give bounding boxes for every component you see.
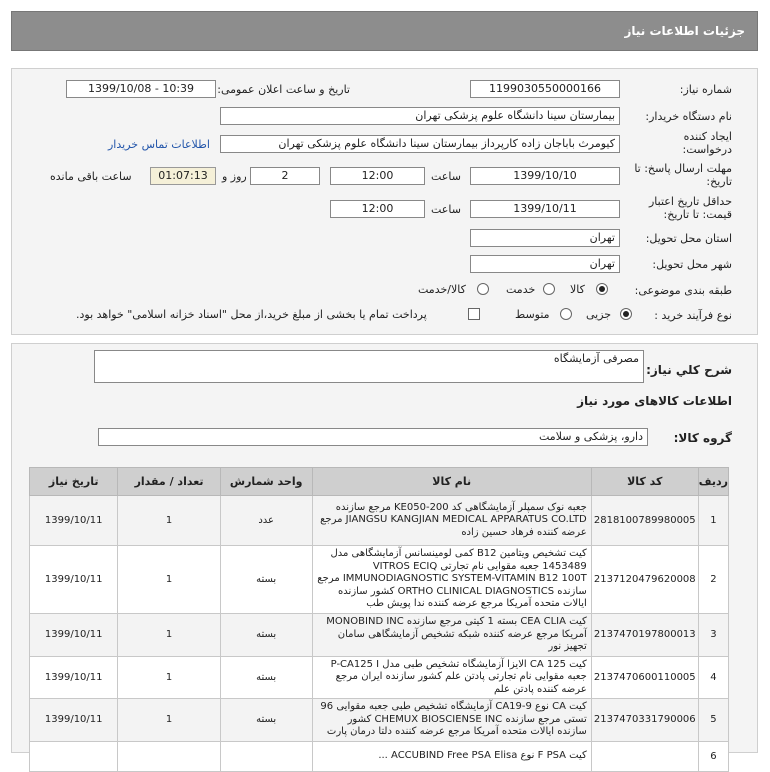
deadline-label: مهلت ارسال پاسخ: تا تاریخ: — [634, 162, 732, 188]
goods-group-field: دارو، پزشکی و سلامت — [98, 428, 648, 446]
cell-qty — [118, 741, 220, 771]
cell-code: 2137470600110005 — [591, 656, 698, 699]
remaining-time-field: 01:07:13 — [150, 167, 216, 185]
deadline-date-field: 1399/10/10 — [470, 167, 620, 185]
cell-code — [591, 741, 698, 771]
category-option-service: خدمت — [506, 283, 536, 296]
process-option-minor: جزیی — [586, 308, 612, 321]
cell-date: 1399/10/11 — [30, 656, 118, 699]
table-header-row — [30, 468, 729, 496]
need-number-label: شماره نیاز: — [679, 83, 732, 96]
cell-qty: 1 — [118, 656, 220, 699]
cell-unit: بسته — [220, 546, 312, 614]
category-radio-both[interactable] — [477, 283, 489, 295]
col-qty: تعداد / مقدار — [118, 468, 220, 496]
payment-note: پرداخت تمام یا بخشی از مبلغ خرید،از محل "اسناد خزانه اسلامی" خواهد بود. — [76, 308, 427, 321]
cell-name: کیت F PSA نوع ACCUBIND Free PSA Elisa ... — [312, 741, 591, 771]
col-date: تاریخ نیاز — [30, 468, 118, 496]
col-unit: واحد شمارش — [220, 468, 312, 496]
province-field: تهران — [470, 229, 620, 247]
announce-label: تاریخ و ساعت اعلان عمومی: — [217, 83, 350, 96]
treasury-checkbox[interactable] — [468, 308, 480, 320]
cell-date: 1399/10/11 — [30, 614, 118, 657]
cell-name: جعبه نوک سمپلر آزمایشگاهی کد KE050-200 مرجع سازنده JIANGSU KANGJIAN MEDICAL APPARATUS CO.LTD مرجع عرضه کننده فرهاد حسین زاده — [312, 496, 591, 546]
city-field: تهران — [470, 255, 620, 273]
cell-unit — [220, 741, 312, 771]
cell-index: 4 — [698, 656, 728, 699]
deadline-time-field: 12:00 — [330, 167, 425, 185]
cell-name: کیت CA نوع CA19-9 آزمایشگاه تشخیص طبی جعبه مقوایی 96 تستی مرجع سازنده CHEMUX BIOSCIENSE INC کشور سازنده ایالات متحده آمریکا مرجع عرضه کننده دلتا درمان پارت — [312, 699, 591, 742]
cell-qty: 1 — [118, 699, 220, 742]
creator-field: کیومرث باباجان زاده کارپرداز بیمارستان سینا دانشگاه علوم پزشکی تهران — [220, 135, 620, 153]
validity-label: حداقل تاریخ اعتبار قیمت: تا تاریخ: — [648, 195, 732, 221]
cell-qty: 1 — [118, 614, 220, 657]
cell-name: کیت CA 125 الایزا آزمایشگاه تشخیص طبی مدل P-CA125 I جعبه مقوایی نام تجارتی پادتن علم کشور سازنده ایران مرجع عرضه کننده پادتن علم — [312, 656, 591, 699]
category-radio-service[interactable] — [543, 283, 555, 295]
cell-unit: عدد — [220, 496, 312, 546]
deadline-time-label: ساعت — [431, 170, 461, 183]
buyer-field: بیمارستان سینا دانشگاه علوم پزشکی تهران — [220, 107, 620, 125]
validity-time-label: ساعت — [431, 203, 461, 216]
cell-index: 3 — [698, 614, 728, 657]
creator-label: ایجاد کننده درخواست: — [682, 130, 732, 156]
cell-unit: بسته — [220, 614, 312, 657]
col-index: ردیف — [698, 468, 728, 496]
table-row[interactable] — [30, 546, 729, 614]
buyer-label: نام دستگاه خریدار: — [645, 110, 732, 123]
cell-name: کیت تشخیص ویتامین B12 کمی لومینسانس آزمایشگاهی مدل 1453489 جعبه مقوایی نام تجارتی VITROS ECIQ IMMUNODIAGNOSTIC SYSTEM-VITAMIN B12 100T مرجع سازنده ORTHO CLINICAL DIAGNOSTICS کشور سازنده ایالات متحده آمریکا مرجع عرضه کننده ندا پویش طب — [312, 546, 591, 614]
category-radio-goods[interactable] — [596, 283, 608, 295]
days-field: 2 — [250, 167, 320, 185]
cell-index: 1 — [698, 496, 728, 546]
table-row[interactable] — [30, 741, 729, 771]
cell-index: 2 — [698, 546, 728, 614]
cell-index: 5 — [698, 699, 728, 742]
category-label: طبقه بندی موضوعی: — [634, 284, 732, 297]
contact-buyer-link[interactable]: اطلاعات تماس خریدار — [108, 138, 210, 151]
process-radio-minor[interactable] — [620, 308, 632, 320]
table-row[interactable] — [30, 614, 729, 657]
remaining-label: ساعت باقی مانده — [50, 170, 132, 183]
cell-date: 1399/10/11 — [30, 496, 118, 546]
cell-qty: 1 — [118, 496, 220, 546]
cell-date — [30, 741, 118, 771]
page-title-bar — [11, 11, 758, 51]
cell-index: 6 — [698, 741, 728, 771]
category-option-both: کالا/خدمت — [418, 283, 466, 296]
process-option-medium: متوسط — [515, 308, 550, 321]
description-label: شرح کلي نياز: — [646, 363, 732, 377]
cell-code: 2137470331790006 — [591, 699, 698, 742]
table-row[interactable] — [30, 699, 729, 742]
cell-code: 2818100789980005 — [591, 496, 698, 546]
col-code: کد کالا — [591, 468, 698, 496]
cell-date: 1399/10/11 — [30, 546, 118, 614]
goods-table — [29, 467, 729, 772]
validity-time-field: 12:00 — [330, 200, 425, 218]
city-label: شهر محل تحویل: — [652, 258, 732, 271]
cell-code: 2137470197800013 — [591, 614, 698, 657]
page-title: جزئیات اطلاعات نیاز — [624, 24, 745, 38]
process-radio-medium[interactable] — [560, 308, 572, 320]
announce-field: 1399/10/08 - 10:39 — [66, 80, 216, 98]
goods-info-title: اطلاعات کالاهای مورد نیاز — [577, 394, 732, 408]
cell-date: 1399/10/11 — [30, 699, 118, 742]
province-label: استان محل تحویل: — [645, 232, 732, 245]
process-label: نوع فرآیند خرید : — [654, 309, 732, 322]
goods-group-label: گروه کالا: — [673, 431, 732, 445]
days-label: روز و — [222, 170, 247, 183]
col-name: نام کالا — [312, 468, 591, 496]
cell-name: کیت CEA CLIA بسته 1 کیتی مرجع سازنده MONOBIND INC آمریکا مرجع عرضه کننده شبکه تشخیص آزمایشگاهی سامان تجهیز نور — [312, 614, 591, 657]
cell-qty: 1 — [118, 546, 220, 614]
validity-date-field: 1399/10/11 — [470, 200, 620, 218]
cell-code: 2137120479620008 — [591, 546, 698, 614]
description-field: مصرفی آزمایشگاه — [94, 350, 644, 383]
table-row[interactable] — [30, 496, 729, 546]
need-number-field: 1199030550000166 — [470, 80, 620, 98]
cell-unit: بسته — [220, 656, 312, 699]
category-option-goods: کالا — [570, 283, 585, 296]
cell-unit: بسته — [220, 699, 312, 742]
table-row[interactable] — [30, 656, 729, 699]
